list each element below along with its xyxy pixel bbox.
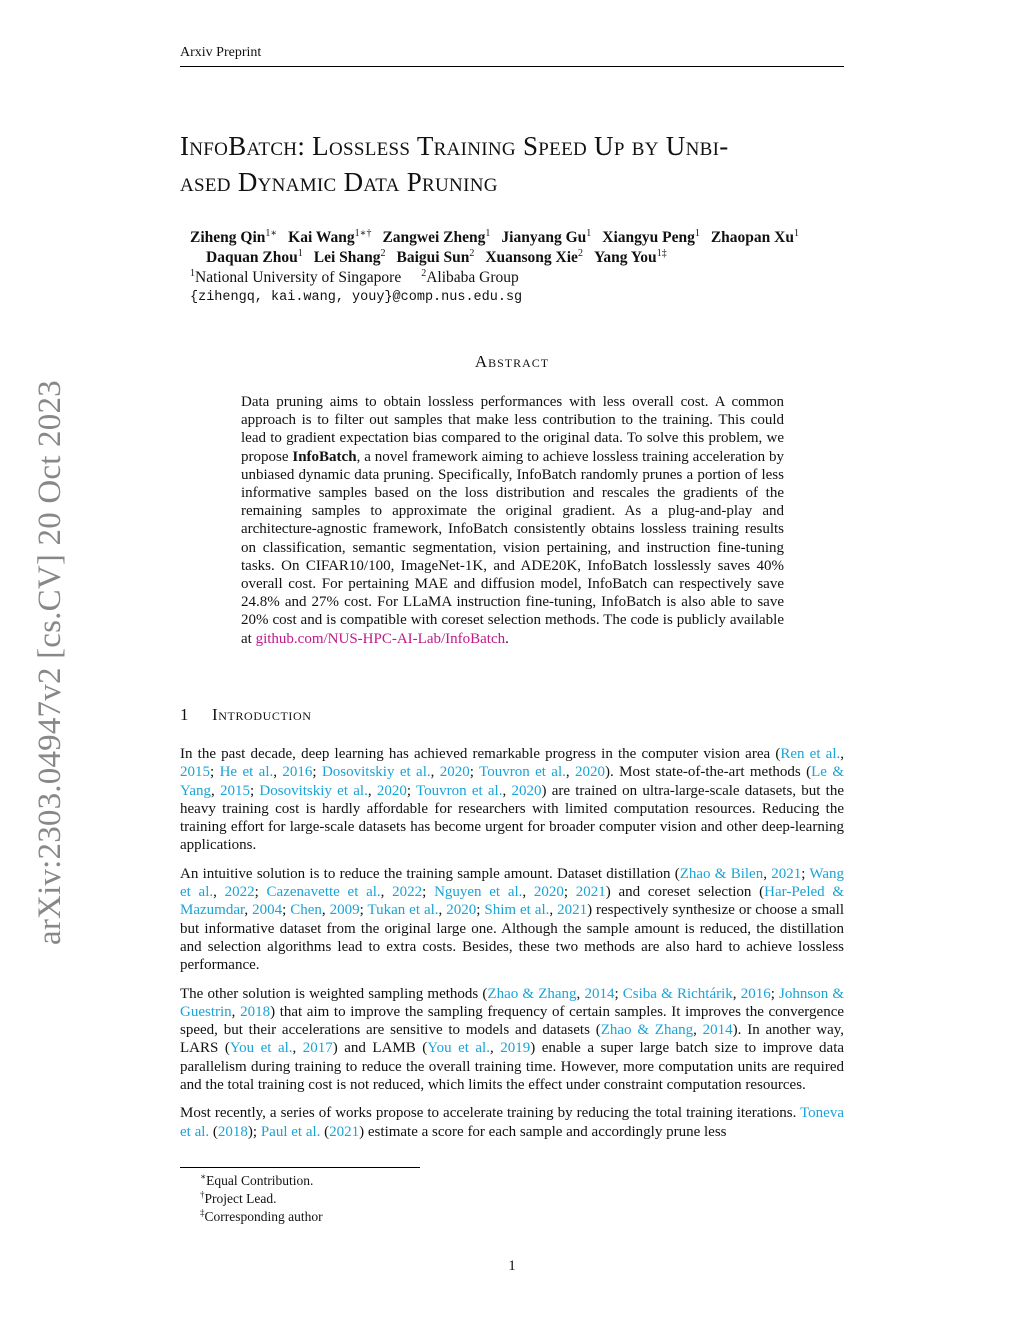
abstract-end: . [505,630,509,647]
affiliation-mark: 2 [421,267,427,279]
citation-link[interactable]: Toneva et al. [180,1105,844,1140]
author-name: Kai Wang$^{1∗\dagger}$ [288,227,372,246]
paragraph-text: ( [320,1123,330,1140]
citation-link[interactable]: Zhao & Zhang [487,985,577,1002]
paragraph-text: , [502,782,512,799]
author-mark: 1∗ [265,227,278,239]
paragraph-text: , [430,764,440,781]
citation-link[interactable]: 2022 [392,884,423,901]
author-name: Ziheng Qin$^{1∗}$ [190,227,278,246]
paragraph-text: ); [247,1123,261,1140]
citation-link[interactable]: 2004 [252,902,283,919]
footnote-rule [180,1167,420,1168]
paragraph-text: ) are trained on ultra-large-scale datasets, but the heavy training cost is hardly affordable for researchers with limited computation resources. Reducing the training effort for large-scale datasets has become urgent for broader computer vision and other deep-learning applications. [180,782,845,854]
paragraph-text: , [211,782,220,799]
paragraph-text: , [244,902,253,919]
citation-link[interactable]: Dosovitskiy et al. [259,782,368,799]
page-number: 1 [508,1258,516,1274]
paragraph-text: ; [422,884,435,901]
citation-link[interactable]: 2021 [771,865,802,882]
author-name: Lei Shang$^2$ [313,247,386,266]
header-rule [180,66,844,67]
paragraph-text: ( [209,1123,218,1140]
paragraph-text: , [549,902,558,919]
citation-link[interactable]: 2018 [217,1123,248,1140]
paragraph-text: ) respectively synthesize or choose a small but informative dataset from the original large one. Although the sample amount is reduced, the distillation and selection algorithms lead to extra costs. Besides, these two methods are also hard to achieve lossless performance. [180,902,845,974]
paragraph-text: , [367,782,377,799]
author-mark: 1 [485,227,491,239]
author-mark: 1 [297,247,303,259]
citation-link[interactable]: 2016 [740,985,771,1002]
paragraph-text: , [693,1022,703,1039]
footnote-mark: ‡ [200,1207,205,1218]
citation-link[interactable]: Shim et al. [484,902,550,919]
paragraph-text: , [489,1040,501,1057]
citation-link[interactable]: 2015 [220,782,250,799]
paragraph-text: ). In another way, LARS ( [180,1022,845,1057]
author-name: Xuansong Xie$^2$ [485,247,583,266]
citation-link[interactable]: 2017 [302,1040,333,1057]
abstract-method-name: InfoBatch [292,448,357,465]
footnote [200,1190,323,1208]
author-name: Yang You$^{1\ddagger}$ [593,247,667,266]
paragraph-text: ) and LAMB ( [332,1040,428,1057]
paragraph-text: , [565,764,576,781]
paragraph-text: ; [563,884,576,901]
citation-link[interactable]: Paul et al. [260,1123,321,1140]
citation-link[interactable]: Tukan et al. [367,902,439,919]
running-head: Arxiv Preprint [180,45,262,60]
citation-link[interactable]: You et al. [427,1040,490,1057]
citation-link[interactable]: Zhao & Zhang [600,1022,694,1039]
author-block [190,228,870,308]
citation-link[interactable]: 2020 [376,782,407,799]
citation-link[interactable]: 2021 [329,1123,360,1140]
citation-link[interactable]: 2020 [575,764,606,781]
abstract-body [241,393,784,648]
abstract-text-1: Data pruning aims to obtain lossless performances with less overall cost. A common approach is to filter out samples that make less contribution to the training. This could lead to gradient expectation bias compared to the original data. To solve this problem, we propose [241,394,784,465]
paragraph [180,865,844,975]
citation-link[interactable]: Wang et al. [180,865,844,901]
section-title: Introduction [212,705,312,724]
citation-link[interactable]: Johnson & Guestrin [180,985,845,1020]
paragraph-text: , [732,985,741,1002]
citation-link[interactable]: 2014 [702,1022,733,1039]
citation-link[interactable]: Touvron et al. [479,764,566,781]
paragraph-text: ). Most state-of-the-art methods ( [605,764,812,781]
paragraph-text: ; [476,902,485,919]
author-line-1 [190,228,870,248]
paragraph [180,745,844,855]
code-repo-link[interactable]: github.com/NUS-HPC-AI-Lab/InfoBatch [255,630,506,647]
footnote-text: Project Lead. [204,1191,277,1206]
citation-link[interactable]: Nguyen et al. [434,884,523,901]
footnote-mark: ∗ [200,1171,207,1182]
citation-link[interactable]: Touvron et al. [415,782,503,799]
citation-link[interactable]: 2020 [533,884,564,901]
paragraph-text: ; [406,782,416,799]
paragraph-text: ; [359,902,368,919]
paragraph-text: ; [312,764,322,781]
affiliation-name: National University of Singapore [195,269,402,286]
abstract-heading: Abstract [474,352,550,371]
citation-link[interactable]: 2018 [240,1003,271,1020]
author-mark: 2 [469,247,475,259]
section-number: 1 [180,705,190,724]
paragraph-text: ; [282,902,291,919]
citation-link[interactable]: Chen [290,902,322,919]
paragraph-text: , [273,764,283,781]
paragraph-text: , [213,884,225,901]
paragraph-text: ) estimate a score for each sample and accordingly prune less [359,1123,727,1140]
paragraph-text: ; [210,764,220,781]
footnote [200,1172,323,1190]
paragraph-text: Most recently, a series of works propose to accelerate training by reducing the total training iterations. [180,1105,801,1122]
paragraph-text: ; [250,782,260,799]
author-mark: 1 [694,227,700,239]
paragraph-text: The other solution is weighted sampling methods ( [180,985,488,1002]
paper-title [180,128,860,200]
contact-email: {zihengq, kai.wang, youy}@comp.nus.edu.sg [190,290,523,305]
introduction-body [180,745,844,1151]
title-line-2: ased Dynamic Data Pruning [180,167,498,197]
citation-link[interactable]: 2014 [584,985,615,1002]
author-name: Baigui Sun$^2$ [396,247,475,266]
arxiv-identifier-stamp: arXiv:2303.04947v2 [cs.CV] 20 Oct 2023 [32,380,68,945]
paragraph-text: , [522,884,534,901]
title-line-1: InfoBatch: Lossless Training Speed Up by Unbi- [180,131,729,161]
citation-link[interactable]: 2021 [557,902,588,919]
citation-link[interactable]: Ren et al. [780,746,841,762]
citation-link[interactable]: 2021 [575,884,606,901]
paragraph-text: , [231,1003,241,1020]
footnote-mark: † [200,1189,205,1200]
paragraph-text: ) and coreset selection ( [605,884,765,901]
paragraph-text: , [576,985,585,1002]
author-name: Xiangyu Peng$^1$ [602,227,700,246]
author-mark: 1 [586,227,592,239]
citation-link[interactable]: Har-Peled & Mazumdar [180,884,845,919]
citation-link[interactable]: 2020 [439,764,470,781]
author-mark: 2 [380,247,386,259]
citation-link[interactable]: 2020 [511,782,542,799]
footnote-text: Equal Contribution. [206,1173,314,1188]
author-mark: 1‡ [656,247,667,259]
paragraph-text: ; [254,884,267,901]
author-mark: 2 [577,247,583,259]
citation-link[interactable]: 2019 [500,1040,531,1057]
paragraph-text: , [763,865,772,882]
citation-link[interactable]: 2020 [446,902,477,919]
footnotes [200,1172,323,1226]
paragraph-text: An intuitive solution is to reduce the training sample amount. Dataset distillation ( [180,865,680,882]
author-name: Zangwei Zheng$^1$ [382,227,491,246]
citation-link[interactable]: Cazenavette et al. [266,884,381,901]
citation-link[interactable]: 2022 [224,884,255,901]
paragraph-text: ; [801,865,810,882]
paragraph-text: ) that aim to improve the sampling frequency of certain samples. It improves the convergence speed, but their accelerations are sensitive to models and datasets ( [180,1003,845,1039]
paragraph-text: , [438,902,447,919]
abstract-text-2: , a novel framework aiming to achieve lossless training acceleration by unbiased dynamic data pruning. Specifically, InfoBatch randomly prunes a portion of less informative samples based on the loss distribution and rescales the gradients of the remaining samples to approximate the original gradient. As a plug-and-play and architecture-agnostic framework, InfoBatch consistently obtains lossless training results on classification, semantic segmentation, vision pertaining, and instruction fine-tuning tasks. On CIFAR10/100, ImageNet-1K, and ADE20K, InfoBatch losslessly saves 40% overall cost. For pertaining MAE and diffusion model, InfoBatch can respectively save 24.8% and 27% cost. For LLaMA instruction fine-tuning, InfoBatch is also able to save 20% cost and is compatible with coreset selection methods. The code is publicly available at [241,448,784,647]
paragraph-text: ) enable a super large batch size to improve data parallelism during training to reduce the overall training time. However, more computation units are required and the total training cost is not reduced, which limits the effect under constraint computation resources. [180,1040,845,1094]
citation-link[interactable]: 2015 [180,764,210,781]
paragraph-text: ; [770,985,780,1002]
paragraph [180,1104,844,1141]
section-heading-introduction [180,705,312,725]
paragraph-text: , [840,746,844,762]
citation-link[interactable]: You et al. [229,1040,293,1057]
citation-link[interactable]: 2009 [329,902,360,919]
paragraph-text: , [380,884,393,901]
citation-link[interactable]: Le & Yang [180,764,844,799]
author-name: Jianyang Gu$^1$ [501,227,592,246]
paragraph-text: ; [469,764,480,781]
citation-link[interactable]: Zhao & Bilen [679,865,764,882]
author-mark: 1 [793,227,799,239]
author-name: Zhaopan Xu$^1$ [710,227,799,246]
citation-link[interactable]: 2016 [282,764,313,781]
author-mark: 1∗† [354,227,372,239]
paragraph-text: , [292,1040,303,1057]
paragraph-text: ; [614,985,623,1002]
paragraph-text: , [321,902,330,919]
author-name: Daquan Zhou$^1$ [206,247,303,266]
affiliation-name: Alibaba Group [426,269,519,286]
author-line-2 [190,248,870,268]
paragraph-text: In the past decade, deep learning has achieved remarkable progress in the computer vision area ( [180,746,781,762]
citation-link[interactable]: He et al. [219,764,274,781]
affiliation-mark: 1 [190,267,195,279]
citation-link[interactable]: Dosovitskiy et al. [321,764,431,781]
paragraph [180,985,844,1095]
citation-link[interactable]: Csiba & Richtárik [622,985,733,1002]
footnote [200,1208,323,1226]
affiliations [190,268,870,288]
footnote-text: Corresponding author [204,1209,323,1224]
